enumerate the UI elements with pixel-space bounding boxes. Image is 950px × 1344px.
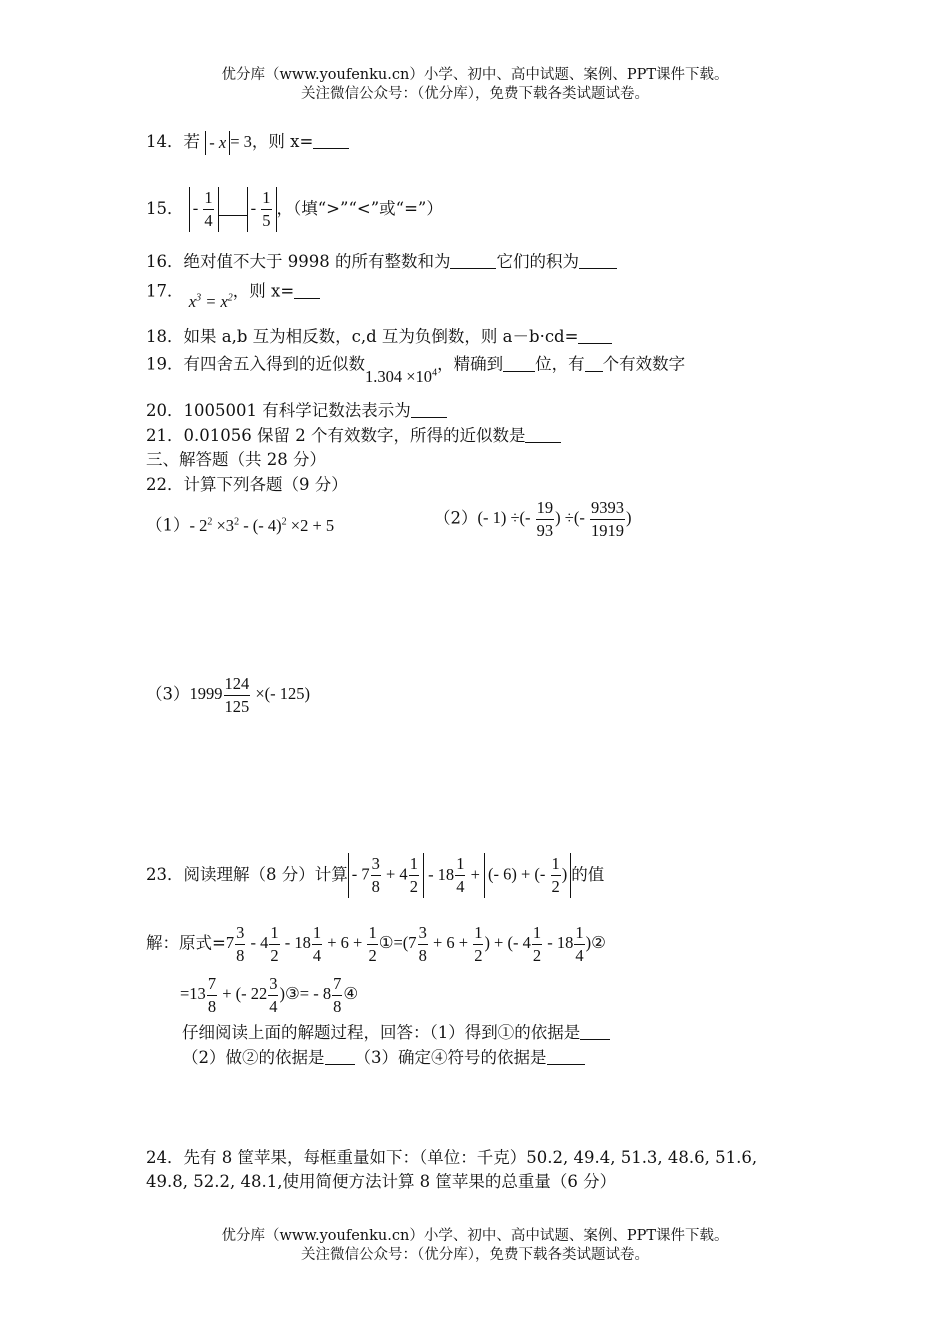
term: (- 1) ÷(- [477, 508, 535, 528]
term: + [466, 865, 484, 884]
question-text: 绝对值不大于 9998 的所有整数和为 [183, 252, 451, 271]
numerator: 1 [473, 922, 483, 945]
answer-blank[interactable] [503, 355, 535, 372]
page-header-line1: 优分库（www.youfenku.cn）小学、初中、高中试题、案例、PPT课件下载。 [221, 67, 729, 83]
page-footer-line1: 优分库（www.youfenku.cn）小学、初中、高中试题、案例、PPT课件下载。 [221, 1228, 729, 1244]
fraction [536, 497, 555, 542]
expression [190, 516, 335, 535]
step-marker: ② [591, 933, 606, 953]
question-text: 1005001 有科学记数法表示为 [183, 401, 411, 420]
question-number: 24． [146, 1148, 184, 1167]
step-marker: ① [378, 933, 394, 953]
equals: = [201, 291, 221, 311]
denominator: 8 [371, 877, 380, 896]
term: = - 8 [299, 984, 332, 1004]
numerator: 9393 [590, 497, 625, 520]
solution-label: 解：原式= [146, 933, 226, 953]
exponent: 4 [432, 367, 438, 378]
answer-blank[interactable] [525, 426, 561, 443]
exponent: 2 [207, 516, 213, 527]
term: ) ÷(- [555, 508, 589, 528]
exponent: 2 [281, 516, 287, 527]
numerator: 1 [455, 853, 465, 876]
term: - 18 [280, 933, 311, 953]
term: - 18 [543, 933, 574, 953]
question-20 [146, 399, 447, 423]
q23-solution-line2 [180, 973, 358, 1018]
part-label: （2） [434, 508, 478, 528]
term: - 4 [246, 933, 269, 953]
approx-number [365, 367, 437, 386]
denominator: 2 [368, 946, 377, 965]
question-text: 位，有 [535, 354, 585, 374]
term: - 7 [351, 864, 370, 884]
question-text: 0.01056 保留 2 个有效数字，所得的近似数是 [183, 426, 526, 445]
question-text: ，精确到 [437, 354, 504, 374]
numerator: 1 [574, 922, 584, 945]
question-number: 16． [146, 252, 184, 271]
term: ×3 [212, 515, 235, 535]
fraction [409, 853, 419, 898]
denominator: 1919 [590, 521, 624, 540]
question-number: 18． [146, 327, 184, 346]
question-number: 19． [146, 354, 184, 374]
denominator: 2 [270, 946, 279, 965]
numerator: 3 [268, 973, 278, 996]
question-text: ，则 x= [232, 281, 295, 301]
question-number: 22． [146, 475, 184, 494]
answer-blank[interactable] [585, 355, 603, 372]
term: - 18 [423, 865, 455, 884]
denominator: 4 [456, 877, 465, 896]
term: ×2 + 5 [286, 515, 335, 535]
question-text: 仔细阅读上面的解题过程，回答：（1）得到①的依据是 [182, 1023, 581, 1042]
sign: - [192, 198, 199, 218]
fraction [235, 922, 245, 967]
numerator: 3 [235, 922, 245, 945]
base: x [188, 291, 197, 311]
step-marker: ③ [284, 984, 300, 1004]
solution-expression [225, 923, 606, 965]
term: ) [585, 933, 592, 953]
question-text: （3）确定④符号的依据是 [354, 1048, 547, 1067]
sign: - [250, 198, 257, 218]
fraction [207, 973, 217, 1018]
numerator: 1 [261, 187, 271, 210]
answer-blank[interactable] [313, 132, 349, 149]
abs-expression: - x [205, 131, 230, 155]
fraction [371, 853, 381, 898]
answer-blank[interactable] [450, 252, 496, 269]
expression [477, 498, 632, 540]
fraction [367, 922, 377, 967]
question-15 [146, 187, 443, 232]
question-text: 若 [183, 132, 200, 151]
denominator: 2 [409, 877, 418, 896]
denominator: 4 [204, 211, 213, 230]
q22-part1 [146, 510, 334, 538]
question-number: 21． [146, 426, 184, 445]
question-text: 个有效数字 [602, 354, 686, 374]
question-text: 有四舍五入得到的近似数 [183, 354, 365, 374]
denominator: 8 [236, 946, 245, 965]
question-text: （2）做②的依据是 [182, 1048, 325, 1067]
term: + 6 + [323, 933, 367, 953]
question-number: 23． [146, 865, 184, 884]
part-label: （1） [146, 515, 190, 535]
answer-blank[interactable] [579, 252, 617, 269]
question-19 [146, 349, 686, 386]
term: (- 6) + (- [488, 864, 550, 884]
term: ) [625, 508, 632, 528]
fraction [473, 922, 483, 967]
fraction [269, 922, 279, 967]
numerator: 7 [332, 973, 342, 996]
numerator: 1 [551, 853, 561, 876]
question-24 [146, 1146, 757, 1170]
fraction [532, 922, 542, 967]
denominator: 8 [333, 997, 342, 1016]
part-label: （3） [146, 684, 190, 704]
exponent: 3 [196, 292, 202, 303]
q23-read-line2 [182, 1046, 585, 1070]
abs-fraction-b [247, 187, 277, 232]
denominator: 2 [474, 946, 483, 965]
fraction [590, 497, 625, 542]
numerator: 1 [203, 187, 213, 210]
question-text: ，则 x= [251, 132, 314, 151]
numerator: 1 [532, 922, 542, 945]
term: 7 [225, 933, 235, 953]
numerator: 19 [536, 497, 555, 520]
numerator: 3 [371, 853, 381, 876]
question-text: 它们的积为 [496, 252, 579, 271]
numerator: 1 [269, 922, 279, 945]
fraction [332, 973, 342, 1018]
denominator: 125 [224, 697, 250, 716]
question-14 [146, 130, 349, 155]
denominator: 5 [262, 211, 271, 230]
term: - 2 [189, 515, 208, 535]
term: =(7 [393, 933, 417, 953]
numerator: 1 [367, 922, 377, 945]
question-18 [146, 325, 612, 349]
question-text: 计算下列各题（9 分） [183, 475, 348, 494]
answer-blank[interactable] [580, 1023, 610, 1040]
question-23 [146, 853, 604, 898]
term: ) [561, 864, 568, 884]
denominator: 93 [536, 521, 554, 540]
term: + 4 [381, 864, 408, 884]
term: + 6 + [428, 933, 473, 953]
section-heading: 三、解答题（共 28 分） [146, 450, 326, 469]
q23-solution-line1 [146, 922, 606, 967]
fraction [261, 187, 271, 232]
page-header-line2: 关注微信公众号：（优分库），免费下载各类试题试卷。 [301, 86, 649, 102]
whole-number: 1999 [189, 684, 223, 704]
equation-rhs: = 3 [230, 132, 252, 151]
question-text: 阅读理解（8 分）计算 [183, 865, 348, 884]
question-21 [146, 424, 561, 448]
term: - (- 4) [239, 515, 282, 535]
equation [189, 292, 233, 311]
mantissa: 1.304 ×10 [365, 366, 433, 386]
q22-part3 [146, 673, 310, 718]
denominator: 2 [551, 877, 560, 896]
numerator: 124 [224, 673, 251, 696]
abs-expression [484, 853, 571, 898]
fraction [551, 853, 561, 898]
term: + (- 22 [218, 984, 268, 1004]
question-number: 17． [146, 281, 184, 301]
denominator: 4 [575, 946, 584, 965]
fraction [268, 973, 278, 1018]
question-24-cont: 49.8, 52.2, 48.1,使用简便方法计算 8 筐苹果的总重量（6 分） [146, 1172, 617, 1191]
question-number: 14． [146, 132, 184, 151]
expression [189, 674, 311, 716]
question-17 [146, 276, 320, 311]
question-16 [146, 250, 617, 274]
denominator: 4 [269, 997, 278, 1016]
numerator: 7 [207, 973, 217, 996]
fraction [312, 922, 322, 967]
fraction [224, 673, 251, 718]
answer-blank[interactable] [294, 282, 320, 299]
fraction [574, 922, 584, 967]
fraction [203, 187, 213, 232]
question-number: 20． [146, 401, 184, 420]
answer-blank[interactable] [325, 1048, 355, 1065]
term: ×(- 125) [251, 684, 311, 704]
abs-fraction-a [189, 187, 219, 232]
step-marker: ④ [343, 984, 359, 1004]
solution-expression [180, 974, 359, 1016]
q23-read-line1 [182, 1021, 610, 1045]
term: ) [279, 984, 285, 1004]
fraction [455, 853, 465, 898]
question-text: ，（填“>”“<”或“=”） [276, 199, 443, 218]
base: x [220, 291, 228, 311]
term: =13 [180, 984, 206, 1004]
numerator: 1 [409, 853, 419, 876]
abs-expression [348, 853, 424, 898]
question-number: 15． [146, 199, 184, 218]
answer-blank[interactable] [219, 199, 247, 216]
denominator: 2 [532, 946, 542, 965]
question-text: 如果 a,b 互为相反数，c,d 互为负倒数，则 a－b·cd= [183, 327, 579, 346]
fraction [418, 922, 428, 967]
exponent: 2 [234, 516, 240, 527]
answer-blank[interactable] [411, 401, 447, 418]
exponent: 2 [227, 292, 233, 303]
question-22 [146, 473, 348, 497]
term: ) + (- 4 [484, 933, 531, 953]
answer-blank[interactable] [578, 327, 612, 344]
denominator: 8 [207, 997, 217, 1016]
question-text: 的值 [571, 865, 605, 884]
page-footer-line2: 关注微信公众号：（优分库），免费下载各类试题试卷。 [301, 1247, 649, 1263]
answer-blank[interactable] [547, 1048, 585, 1065]
question-text: 先有 8 筐苹果，每框重量如下：（单位：千克）50.2, 49.4, 51.3, 48.6, 51.6, [183, 1148, 758, 1167]
q22-part2 [434, 497, 631, 542]
denominator: 4 [312, 946, 322, 965]
denominator: 8 [418, 946, 427, 965]
numerator: 3 [418, 922, 428, 945]
numerator: 1 [312, 922, 322, 945]
